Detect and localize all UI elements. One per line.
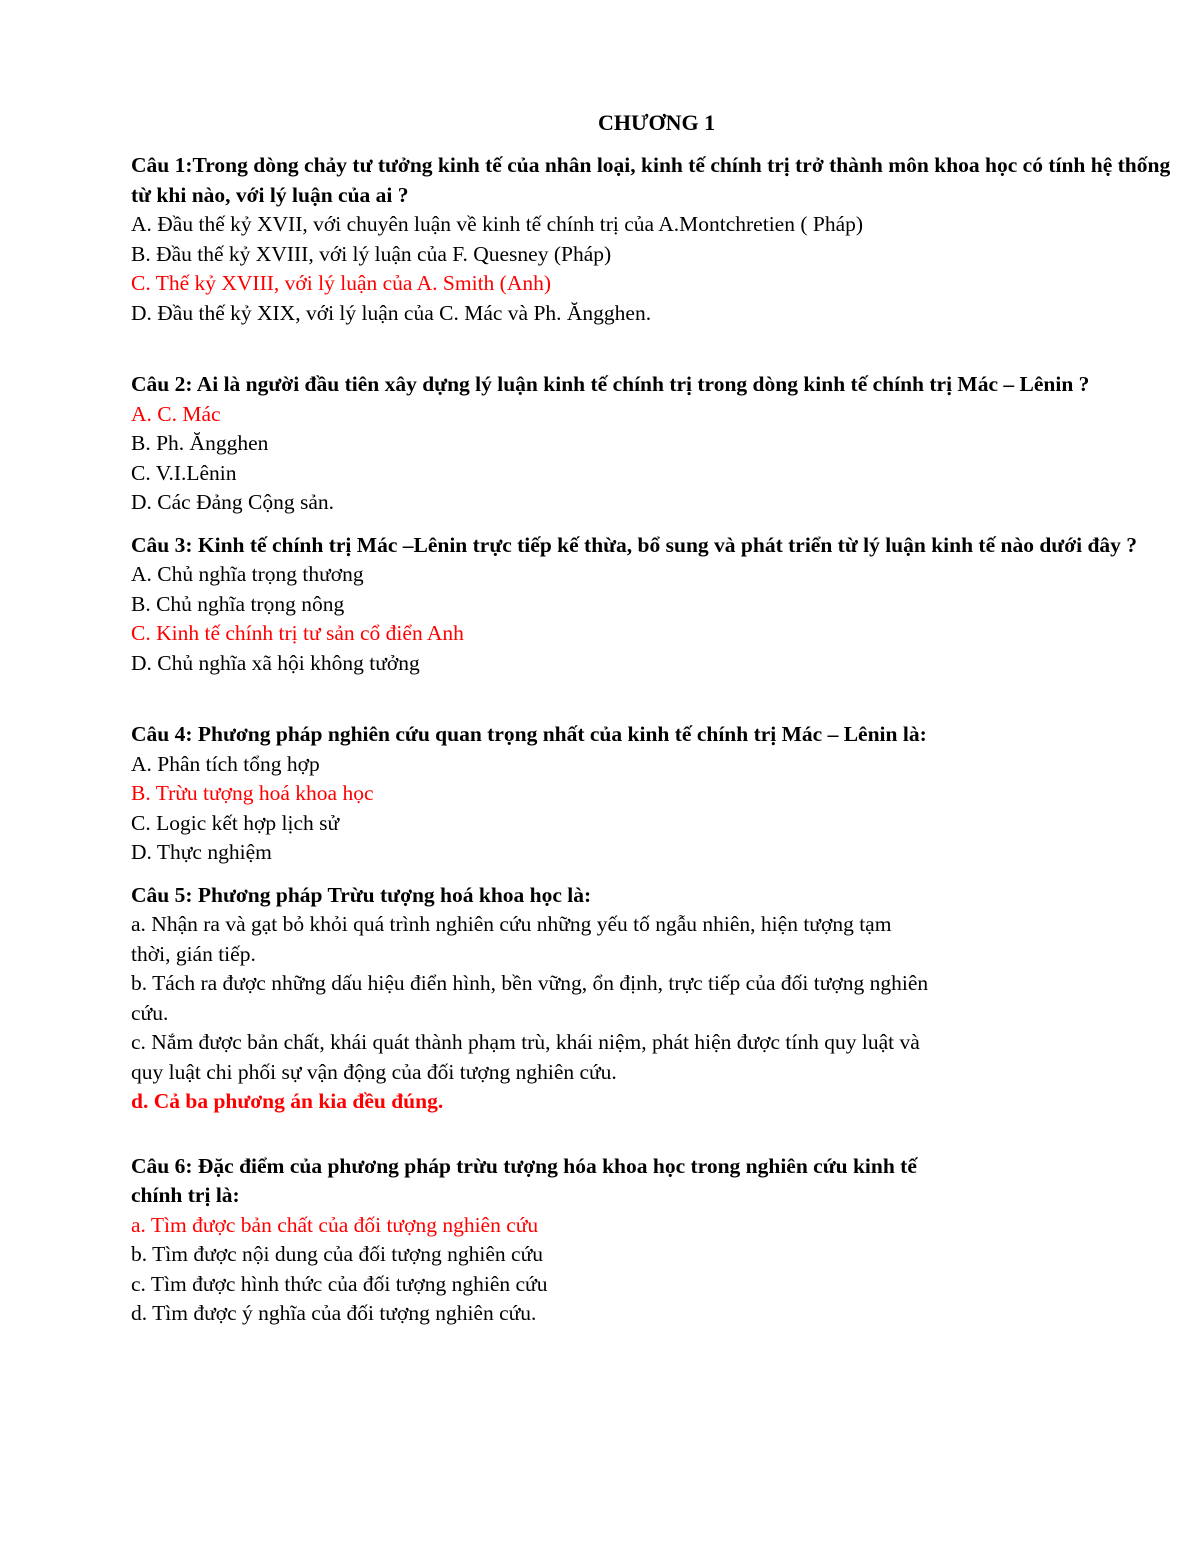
question-text: Câu 3: Kinh tế chính trị Mác –Lênin trực tiếp kế thừa, bổ sung và phát triển từ lý luận kinh tế nào dưới đây ?	[131, 532, 1138, 557]
option-d: D. Chủ nghĩa xã hội không tưởng	[131, 650, 420, 675]
question-text: Câu 5: Phương pháp Trừu tượng hoá khoa học là:	[131, 882, 592, 907]
option-b: b. Tìm được nội dung của đối tượng nghiên cứu	[131, 1242, 543, 1266]
option-b: B. Chủ nghĩa trọng nông	[131, 591, 345, 616]
document-page	[131, 108, 1191, 1329]
option-c-correct: C. Kinh tế chính trị tư sản cổ điển Anh	[131, 621, 464, 645]
question-text: Câu 1:Trong dòng chảy tư tưởng kinh tế của nhân loại, kinh tế chính trị trở thành môn khoa học có tính hệ thống từ khi nào, với lý luận của ai ?	[131, 153, 1171, 207]
option-b: B. Ph. Ăngghen	[131, 431, 269, 455]
question-4	[131, 720, 1191, 868]
option-b-correct: B. Trừu tượng hoá khoa học	[131, 781, 374, 805]
question-text: Câu 6: Đặc điểm của phương pháp trừu tượng hóa khoa học trong nghiên cứu kinh tế chính trị là:	[131, 1153, 917, 1207]
question-6	[131, 1152, 1191, 1329]
option-d: D. Đầu thế kỷ XIX, với lý luận của C. Mác và Ph. Ăngghen.	[131, 300, 652, 325]
option-a-correct: a. Tìm được bản chất của đối tượng nghiên cứu	[131, 1212, 539, 1237]
option-d: D. Thực nghiệm	[131, 840, 272, 864]
chapter-title: CHƯƠNG 1	[598, 110, 716, 135]
option-b: B. Đầu thế kỷ XVIII, với lý luận của F. Quesney (Pháp)	[131, 241, 612, 266]
question-3	[131, 531, 1191, 679]
question-1	[131, 151, 1191, 328]
option-d: D. Các Đảng Cộng sản.	[131, 490, 335, 514]
option-a: A. Chủ nghĩa trọng thương	[131, 562, 364, 586]
question-5	[131, 881, 1191, 1117]
question-text: Câu 2: Ai là người đầu tiên xây dựng lý luận kinh tế chính trị trong dòng kinh tế chính trị Mác – Lênin ?	[131, 372, 1090, 396]
option-c: C. Logic kết hợp lịch sử	[131, 810, 340, 835]
option-a: a. Nhận ra và gạt bỏ khỏi quá trình nghiên cứu những yếu tố ngẫu nhiên, hiện tượng tạm thời, gián tiếp.	[131, 912, 892, 966]
option-c: c. Nắm được bản chất, khái quát thành phạm trù, khái niệm, phát hiện được tính quy luật và quy luật chi phối sự vận động của đối tượng nghiên cứu.	[131, 1030, 920, 1084]
option-d: d. Tìm được ý nghĩa của đối tượng nghiên cứu.	[131, 1301, 537, 1325]
option-c: C. V.I.Lênin	[131, 460, 237, 485]
option-c: c. Tìm được hình thức của đối tượng nghiên cứu	[131, 1271, 548, 1296]
option-d-correct: d. Cả ba phương án kia đều đúng.	[131, 1089, 444, 1113]
question-text: Câu 4: Phương pháp nghiên cứu quan trọng nhất của kinh tế chính trị Mác – Lênin là:	[131, 722, 927, 746]
option-a-correct: A. C. Mác	[131, 401, 221, 426]
option-c-correct: C. Thế kỷ XVIII, với lý luận của A. Smith (Anh)	[131, 271, 552, 295]
option-a: A. Đầu thế kỷ XVII, với chuyên luận về kinh tế chính trị của A.Montchretien ( Pháp)	[131, 212, 864, 236]
option-b: b. Tách ra được những dấu hiệu điển hình, bền vững, ổn định, trực tiếp của đối tượng nghiên cứu.	[131, 971, 929, 1025]
option-a: A. Phân tích tổng hợp	[131, 751, 320, 776]
question-2	[131, 370, 1191, 518]
